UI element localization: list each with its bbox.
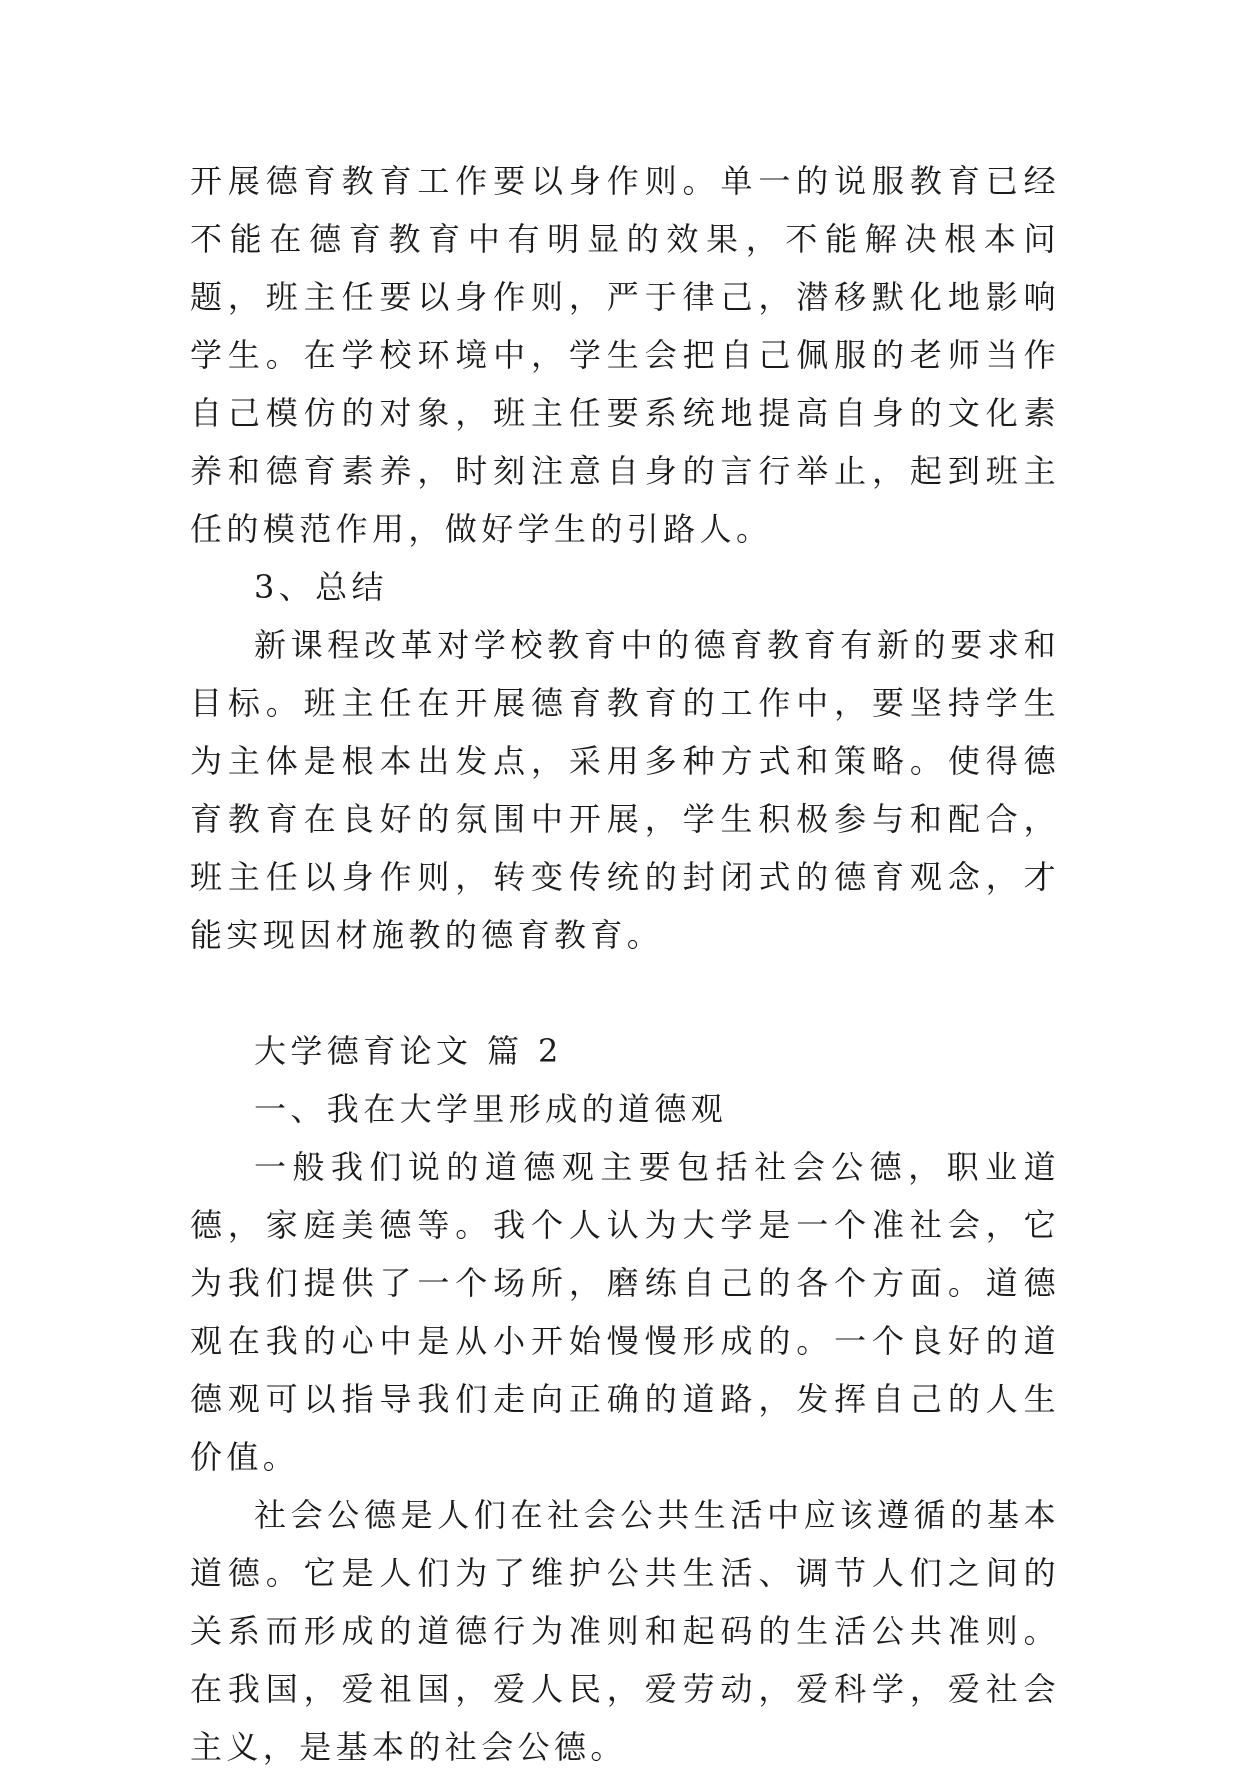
paragraph-continuation: 开展德育教育工作要以身作则。单一的说服教育已经不能在德育教育中有明显的效果，不能解决根本问题，班主任要以身作则，严于律己，潜移默化地影响学生。在学校环境中，学生会把自己佩服的老师当作自己模仿的对象，班主任要系统地提高自身的文化素养和德育素养，时刻注意自身的言行举止，起到班主任的模范作用，做好学生的引路人。 <box>190 162 1060 548</box>
article-title: 大学德育论文 篇 2 <box>254 1032 563 1070</box>
section-heading-summary: 3、总结 <box>254 568 388 606</box>
section-heading-moral-view: 一、我在大学里形成的道德观 <box>254 1090 728 1128</box>
paragraph-moral-view: 一般我们说的道德观主要包括社会公德，职业道德，家庭美德等。我个人认为大学是一个准社会，它为我们提供了一个场所，磨练自己的各个方面。道德观在我的心中是从小开始慢慢形成的。一个良好的道德观可以指导我们走向正确的道路，发挥自己的人生价值。 <box>190 1148 1060 1476</box>
paragraph-social-ethics: 社会公德是人们在社会公共生活中应该遵循的基本道德。它是人们为了维护公共生活、调节人们之间的关系而形成的道德行为准则和起码的生活公共准则。在我国，爱祖国，爱人民，爱劳动，爱科学，爱社会主义，是基本的社会公德。 <box>190 1496 1060 1766</box>
paragraph-summary: 新课程改革对学校教育中的德育教育有新的要求和目标。班主任在开展德育教育的工作中，要坚持学生为主体是根本出发点，采用多种方式和策略。使得德育教育在良好的氛围中开展，学生积极参与和配合，班主任以身作则，转变传统的封闭式的德育观念，才能实现因材施教的德育教育。 <box>190 626 1060 954</box>
document-page <box>190 152 1060 1776</box>
